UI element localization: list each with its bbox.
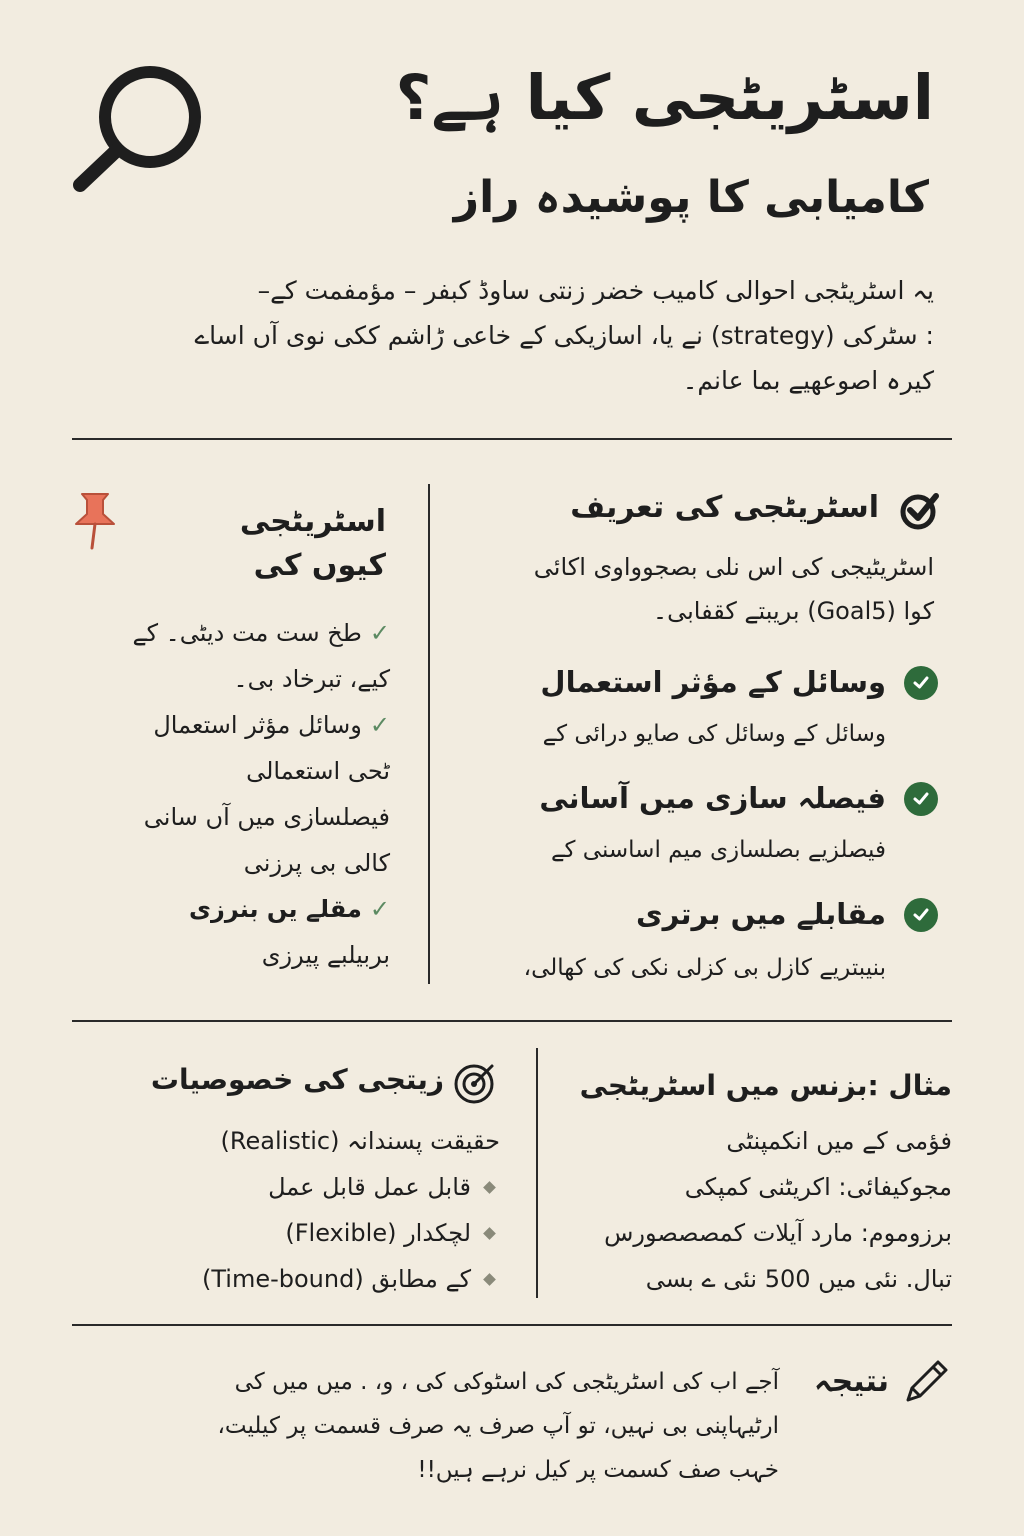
intro-line: : سٹرکی (strategy) نے یا، اسازیکی کے خاعی ڑاشم ککی نوی آں اساے	[194, 321, 934, 350]
list-item	[120, 1210, 500, 1256]
diamond-bullet-icon	[483, 1273, 496, 1286]
list-item-text: وسائل مؤثر استعمال	[153, 711, 362, 739]
definition-heading: اسٹریٹجی کی تعریف	[570, 490, 879, 525]
list-item-text: لچکدار (Flexible)	[285, 1219, 471, 1247]
list-item-text: بربیلبے پیرزی	[261, 941, 390, 969]
page-subtitle: کامیابی کا پوشیدہ راز	[453, 172, 929, 223]
list-item	[72, 702, 390, 748]
example-line: تبال. نئی میں 500 نئی ے بسی	[645, 1265, 952, 1293]
list-item-text: حقیقت پسندانہ (Realistic)	[220, 1127, 500, 1155]
list-item-text: طخ ست مت دیٹی۔ کے	[132, 619, 362, 647]
page-title: اسٹریٹجی کیا ہے؟	[395, 61, 934, 134]
example-line: مجوکیفائی: اکریٹنی کمپکی	[684, 1173, 952, 1201]
check-circle-icon	[904, 782, 938, 816]
intro-paragraph	[74, 268, 934, 403]
list-item-text: کیے، تبرخاد بی۔	[233, 665, 390, 693]
list-item-text: فیصلسازی میں آں سانی	[143, 803, 390, 831]
checkmark-icon: ✓	[369, 711, 390, 739]
list-item	[72, 886, 390, 932]
example-list	[552, 1118, 952, 1302]
example-line: فؤمی کے میں انکمپنٹی	[726, 1127, 952, 1155]
magnifier-icon	[70, 55, 205, 195]
definition-item-text: وسائل کے وسائل کی صایو درائی کے	[542, 721, 886, 747]
column-divider	[428, 484, 430, 984]
example-heading: مثال :بزنس میں اسٹریٹجی	[579, 1069, 952, 1102]
list-item-text: کالی بی پرزنی	[243, 849, 390, 877]
divider	[72, 438, 952, 440]
diamond-bullet-icon	[483, 1227, 496, 1240]
list-item	[72, 610, 390, 656]
definition-item-title: مقابلے میں برتری	[636, 897, 886, 931]
features-heading: زیتجی کی خصوصیات	[150, 1063, 444, 1096]
divider	[72, 1324, 952, 1326]
features-list	[120, 1118, 500, 1302]
checkmark-icon: ✓	[369, 895, 390, 923]
list-item-text: مقلے یں بنرزی	[189, 895, 362, 923]
check-circle-icon	[904, 666, 938, 700]
pencil-icon	[900, 1356, 952, 1408]
intro-line: کیرہ اصوعھیے بما عانم۔	[682, 366, 934, 395]
list-item-text: قابل عمل قابل عمل	[268, 1173, 471, 1201]
list-item-text: کے مطابق (Time-bound)	[201, 1265, 471, 1293]
definition-item-text: فیصلزیے بصلسازی میم اساسنی کے	[551, 837, 886, 863]
definition-line: کوا (Goal5) بریبتے کقفابی۔	[653, 597, 934, 625]
diamond-bullet-icon	[483, 1181, 496, 1194]
why-list	[72, 610, 390, 978]
why-heading	[86, 500, 386, 588]
intro-line: یہ اسٹریٹجی احوالی کامیب خضر زنتی ساوڈ کبفر – مؤمفمت کے–	[257, 276, 934, 305]
divider	[72, 1020, 952, 1022]
list-item	[120, 1256, 500, 1302]
definition-item-title: فیصلہ سازی میں آسانی	[539, 781, 886, 815]
example-line: برزوموم: مارد آیلات کمصصصورس	[604, 1219, 952, 1247]
conclusion-heading: نتیجہ	[814, 1364, 889, 1399]
column-divider	[536, 1048, 538, 1298]
definition-line: اسٹریٹیجی کی اس نلی بصجوواوی اکائی	[533, 553, 934, 581]
conclusion-text	[99, 1360, 779, 1492]
conclusion-line: ارٹیہاپنی بی نہیں، تو آپ صرف یہ صرف قسمت پر کیلیت،	[217, 1413, 779, 1439]
why-heading-line: اسٹریٹجی	[239, 504, 386, 539]
conclusion-line: خہب صف کسمت پر کیل نرہے ہیں!!	[417, 1457, 779, 1483]
list-item-text: ٹحی استعمالی	[246, 757, 390, 785]
list-item	[120, 1118, 500, 1164]
list-item	[120, 1164, 500, 1210]
check-circle-icon	[904, 898, 938, 932]
target-check-icon	[898, 488, 942, 532]
why-heading-line: کیوں کی	[253, 548, 386, 583]
target-icon	[452, 1060, 498, 1106]
conclusion-line: آجے اب کی اسٹریٹجی کی اسٹوکی کی ، و، . میں میں کی	[234, 1369, 779, 1395]
definition-item-title: وسائل کے مؤثر استعمال	[540, 665, 886, 699]
definition-item-text: بنیبتریے کازل بی کزلی نکی کی کھالی،	[523, 955, 886, 981]
checkmark-icon: ✓	[369, 619, 390, 647]
definition-text	[454, 545, 934, 633]
